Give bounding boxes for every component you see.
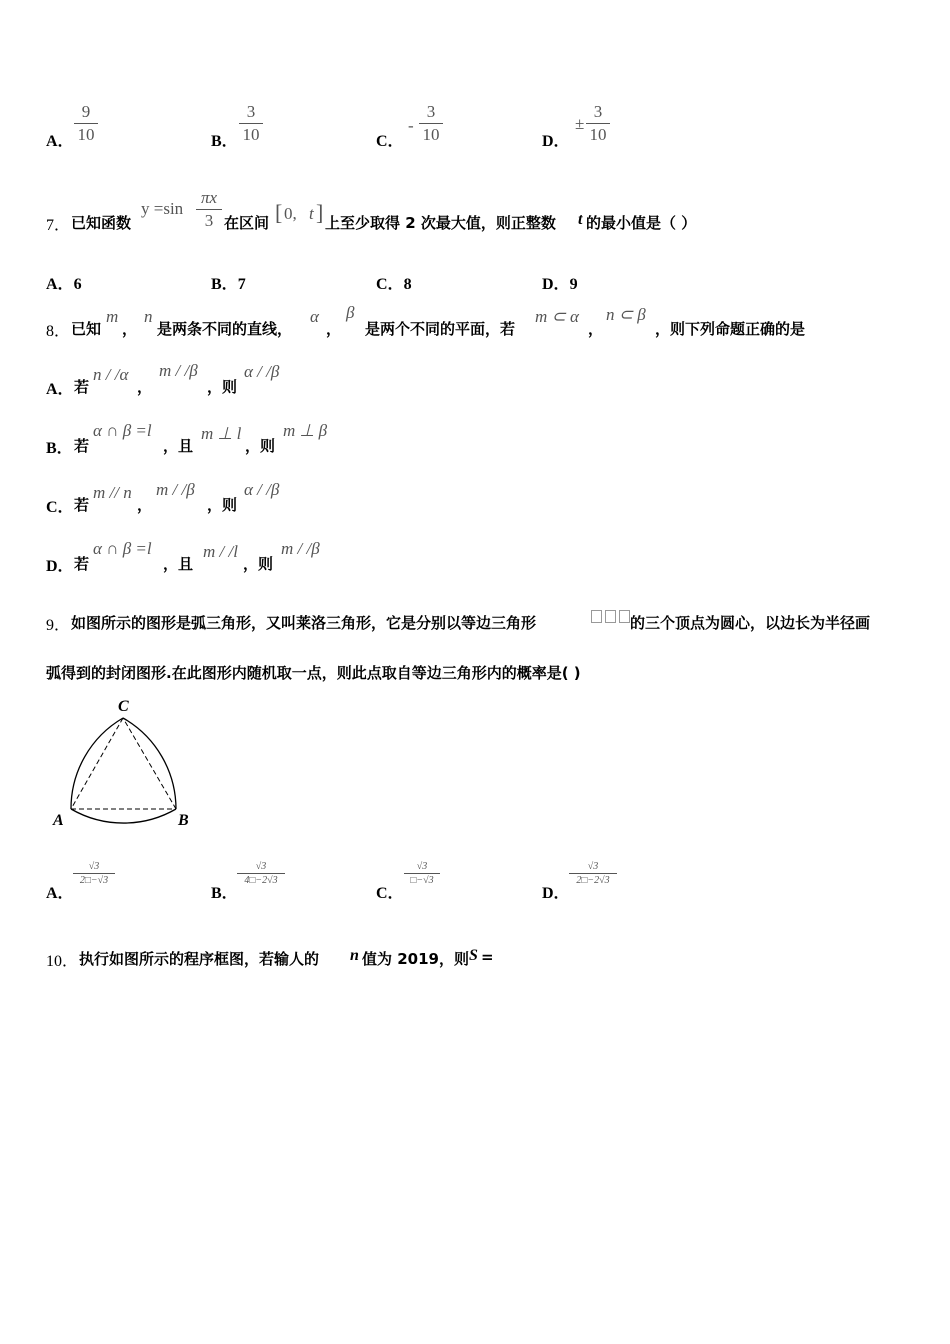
q8-condition-1: m ⊂ α — [535, 307, 579, 326]
numerator: 9 — [81, 102, 91, 121]
q6-option-c-label[interactable]: C． — [376, 133, 404, 150]
denominator: 2□−2√3 — [576, 875, 610, 886]
right-bracket: ] — [316, 200, 324, 225]
comma: ， — [122, 320, 138, 338]
q6-option-d-label[interactable]: D． — [542, 133, 570, 150]
left-bracket: [ — [275, 200, 283, 225]
separator: ，且 — [163, 555, 194, 573]
q7-text-3: 上至少取得 2 次最大值，则正整数 — [325, 214, 556, 232]
q7-text-1: 已知函数 — [71, 214, 132, 232]
q6-option-b-fraction — [239, 102, 263, 145]
q7-function-lhs: y =sin — [141, 199, 184, 218]
q9-option-c-fraction — [404, 861, 440, 886]
ruo: 若 — [74, 496, 90, 514]
q9-option-b-label[interactable]: B． — [211, 885, 238, 902]
q10-variable-n: n — [350, 947, 359, 964]
q8-option-a-premise-2: m / /β — [159, 361, 198, 380]
q9-option-a-label[interactable]: A． — [46, 885, 74, 902]
q9-option-b-fraction — [237, 861, 285, 886]
q8-option-b-premise-1: α ∩ β =l — [93, 421, 152, 440]
q6-option-b-label[interactable]: B． — [211, 133, 238, 150]
q7-option-b[interactable]: B．7 — [211, 276, 246, 293]
q8-var-m: m — [106, 307, 119, 326]
q6-option-d-sign: ± — [575, 114, 585, 133]
q7-interval-end: t — [309, 204, 314, 223]
q9-option-d-label[interactable]: D． — [542, 885, 570, 902]
numerator: √3 — [88, 861, 100, 872]
q8-option-b-conclusion: m ⊥ β — [283, 421, 328, 440]
comma: ， — [588, 320, 604, 338]
q10-text-2: 值为 2019，则 — [362, 950, 469, 968]
q8-option-b-premise-2: m ⊥ l — [201, 424, 242, 443]
q7-option-d[interactable]: D．9 — [542, 276, 578, 293]
numerator: πx — [200, 188, 218, 207]
q10-text-1: 执行如图所示的程序框图，若输人的 — [79, 950, 320, 968]
q7-option-c[interactable]: C．8 — [376, 276, 412, 293]
q8-text-2: 是两条不同的直线， — [157, 320, 293, 338]
q8-option-c-conclusion: α / /β — [244, 480, 280, 499]
q7-function-fraction — [196, 188, 222, 231]
denominator: 3 — [204, 211, 214, 230]
denominator: 10 — [589, 125, 607, 144]
q9-text-2: 的三个顶点为圆心，以边长为半径画 — [630, 614, 871, 632]
side-bc — [123, 718, 176, 809]
separator: ， — [137, 378, 153, 396]
vertex-label-c: C — [118, 698, 129, 715]
ruo: 若 — [74, 555, 90, 573]
q8-option-d-conclusion: m / /β — [281, 539, 320, 558]
then: ，则 — [207, 378, 238, 396]
q7-text-4: 的最小值是（ ） — [586, 214, 697, 232]
q8-option-c-premise-2: m / /β — [156, 480, 195, 499]
q10-equals: = — [481, 948, 494, 966]
q9-option-d-fraction — [569, 861, 617, 886]
q8-condition-2: n ⊂ β — [606, 305, 646, 324]
q9-option-a-fraction — [73, 861, 115, 886]
q7-variable-t: t — [578, 211, 583, 228]
q6-option-a-fraction — [74, 102, 98, 145]
q8-beta: β — [346, 303, 355, 322]
denominator: 10 — [422, 125, 440, 144]
q9-option-c-label[interactable]: C． — [376, 885, 404, 902]
vertex-label-a: A — [53, 812, 64, 829]
q9-number: 9． — [46, 617, 71, 634]
reuleaux-triangle-figure — [46, 694, 206, 834]
comma: ， — [326, 320, 342, 338]
separator: ， — [137, 496, 153, 514]
q8-text-4: ，则下列命题正确的是 — [655, 320, 806, 338]
vertex-label-b: B — [178, 812, 189, 829]
q7-text-2: 在区间 — [224, 214, 270, 232]
arc-ab — [71, 809, 176, 823]
q8-option-d-premise-1: α ∩ β =l — [93, 539, 152, 558]
q7-number: 7． — [46, 217, 71, 234]
q6-option-d-fraction — [586, 102, 610, 145]
q9-text-1: 如图所示的图形是弧三角形，又叫莱洛三角形，它是分别以等边三角形 — [71, 614, 537, 632]
q8-number: 8． — [46, 323, 71, 340]
ruo: 若 — [74, 437, 90, 455]
q8-option-a-label[interactable]: A． — [46, 381, 74, 398]
q6-option-c-fraction — [419, 102, 443, 145]
q6-option-c-sign: - — [408, 116, 414, 135]
q8-option-a-conclusion: α / /β — [244, 362, 280, 381]
q8-text-3: 是两个不同的平面，若 — [365, 320, 516, 338]
q7-option-a[interactable]: A．6 — [46, 276, 82, 293]
missing-glyph-boxes — [591, 608, 633, 627]
then: ，则 — [245, 437, 276, 455]
denominator: 10 — [242, 125, 260, 144]
q6-option-a-label[interactable]: A． — [46, 133, 74, 150]
q8-alpha: α — [310, 307, 319, 326]
separator: ，且 — [163, 437, 194, 455]
denominator: □−√3 — [410, 875, 434, 886]
then: ，则 — [207, 496, 238, 514]
q8-text-1: 已知 — [71, 320, 102, 338]
q9-text-3: 弧得到的封闭图形.在此图形内随机取一点，则此点取自等边三角形内的概率是( ) — [46, 664, 581, 682]
ruo: 若 — [74, 378, 90, 396]
q7-interval-start: 0, — [284, 204, 297, 223]
numerator: √3 — [255, 861, 267, 872]
numerator: 3 — [426, 102, 436, 121]
q8-option-c-premise-1: m // n — [93, 483, 132, 502]
denominator: 4□−2√3 — [244, 875, 278, 886]
denominator: 10 — [77, 125, 95, 144]
q10-variable-s: S — [469, 947, 478, 964]
q8-option-c-label[interactable]: C． — [46, 499, 74, 516]
then: ，则 — [243, 555, 274, 573]
q8-var-n: n — [144, 307, 153, 326]
denominator: 2□−√3 — [79, 875, 109, 886]
q8-option-b-label[interactable]: B． — [46, 440, 73, 457]
numerator: √3 — [587, 861, 599, 872]
q10-number: 10． — [46, 953, 79, 970]
numerator: 3 — [593, 102, 603, 121]
numerator: 3 — [246, 102, 256, 121]
q8-option-d-premise-2: m / /l — [203, 542, 238, 561]
numerator: √3 — [416, 861, 428, 872]
q8-option-d-label[interactable]: D． — [46, 558, 74, 575]
side-ca — [71, 718, 123, 809]
q8-option-a-premise-1: n / /α — [93, 365, 129, 384]
